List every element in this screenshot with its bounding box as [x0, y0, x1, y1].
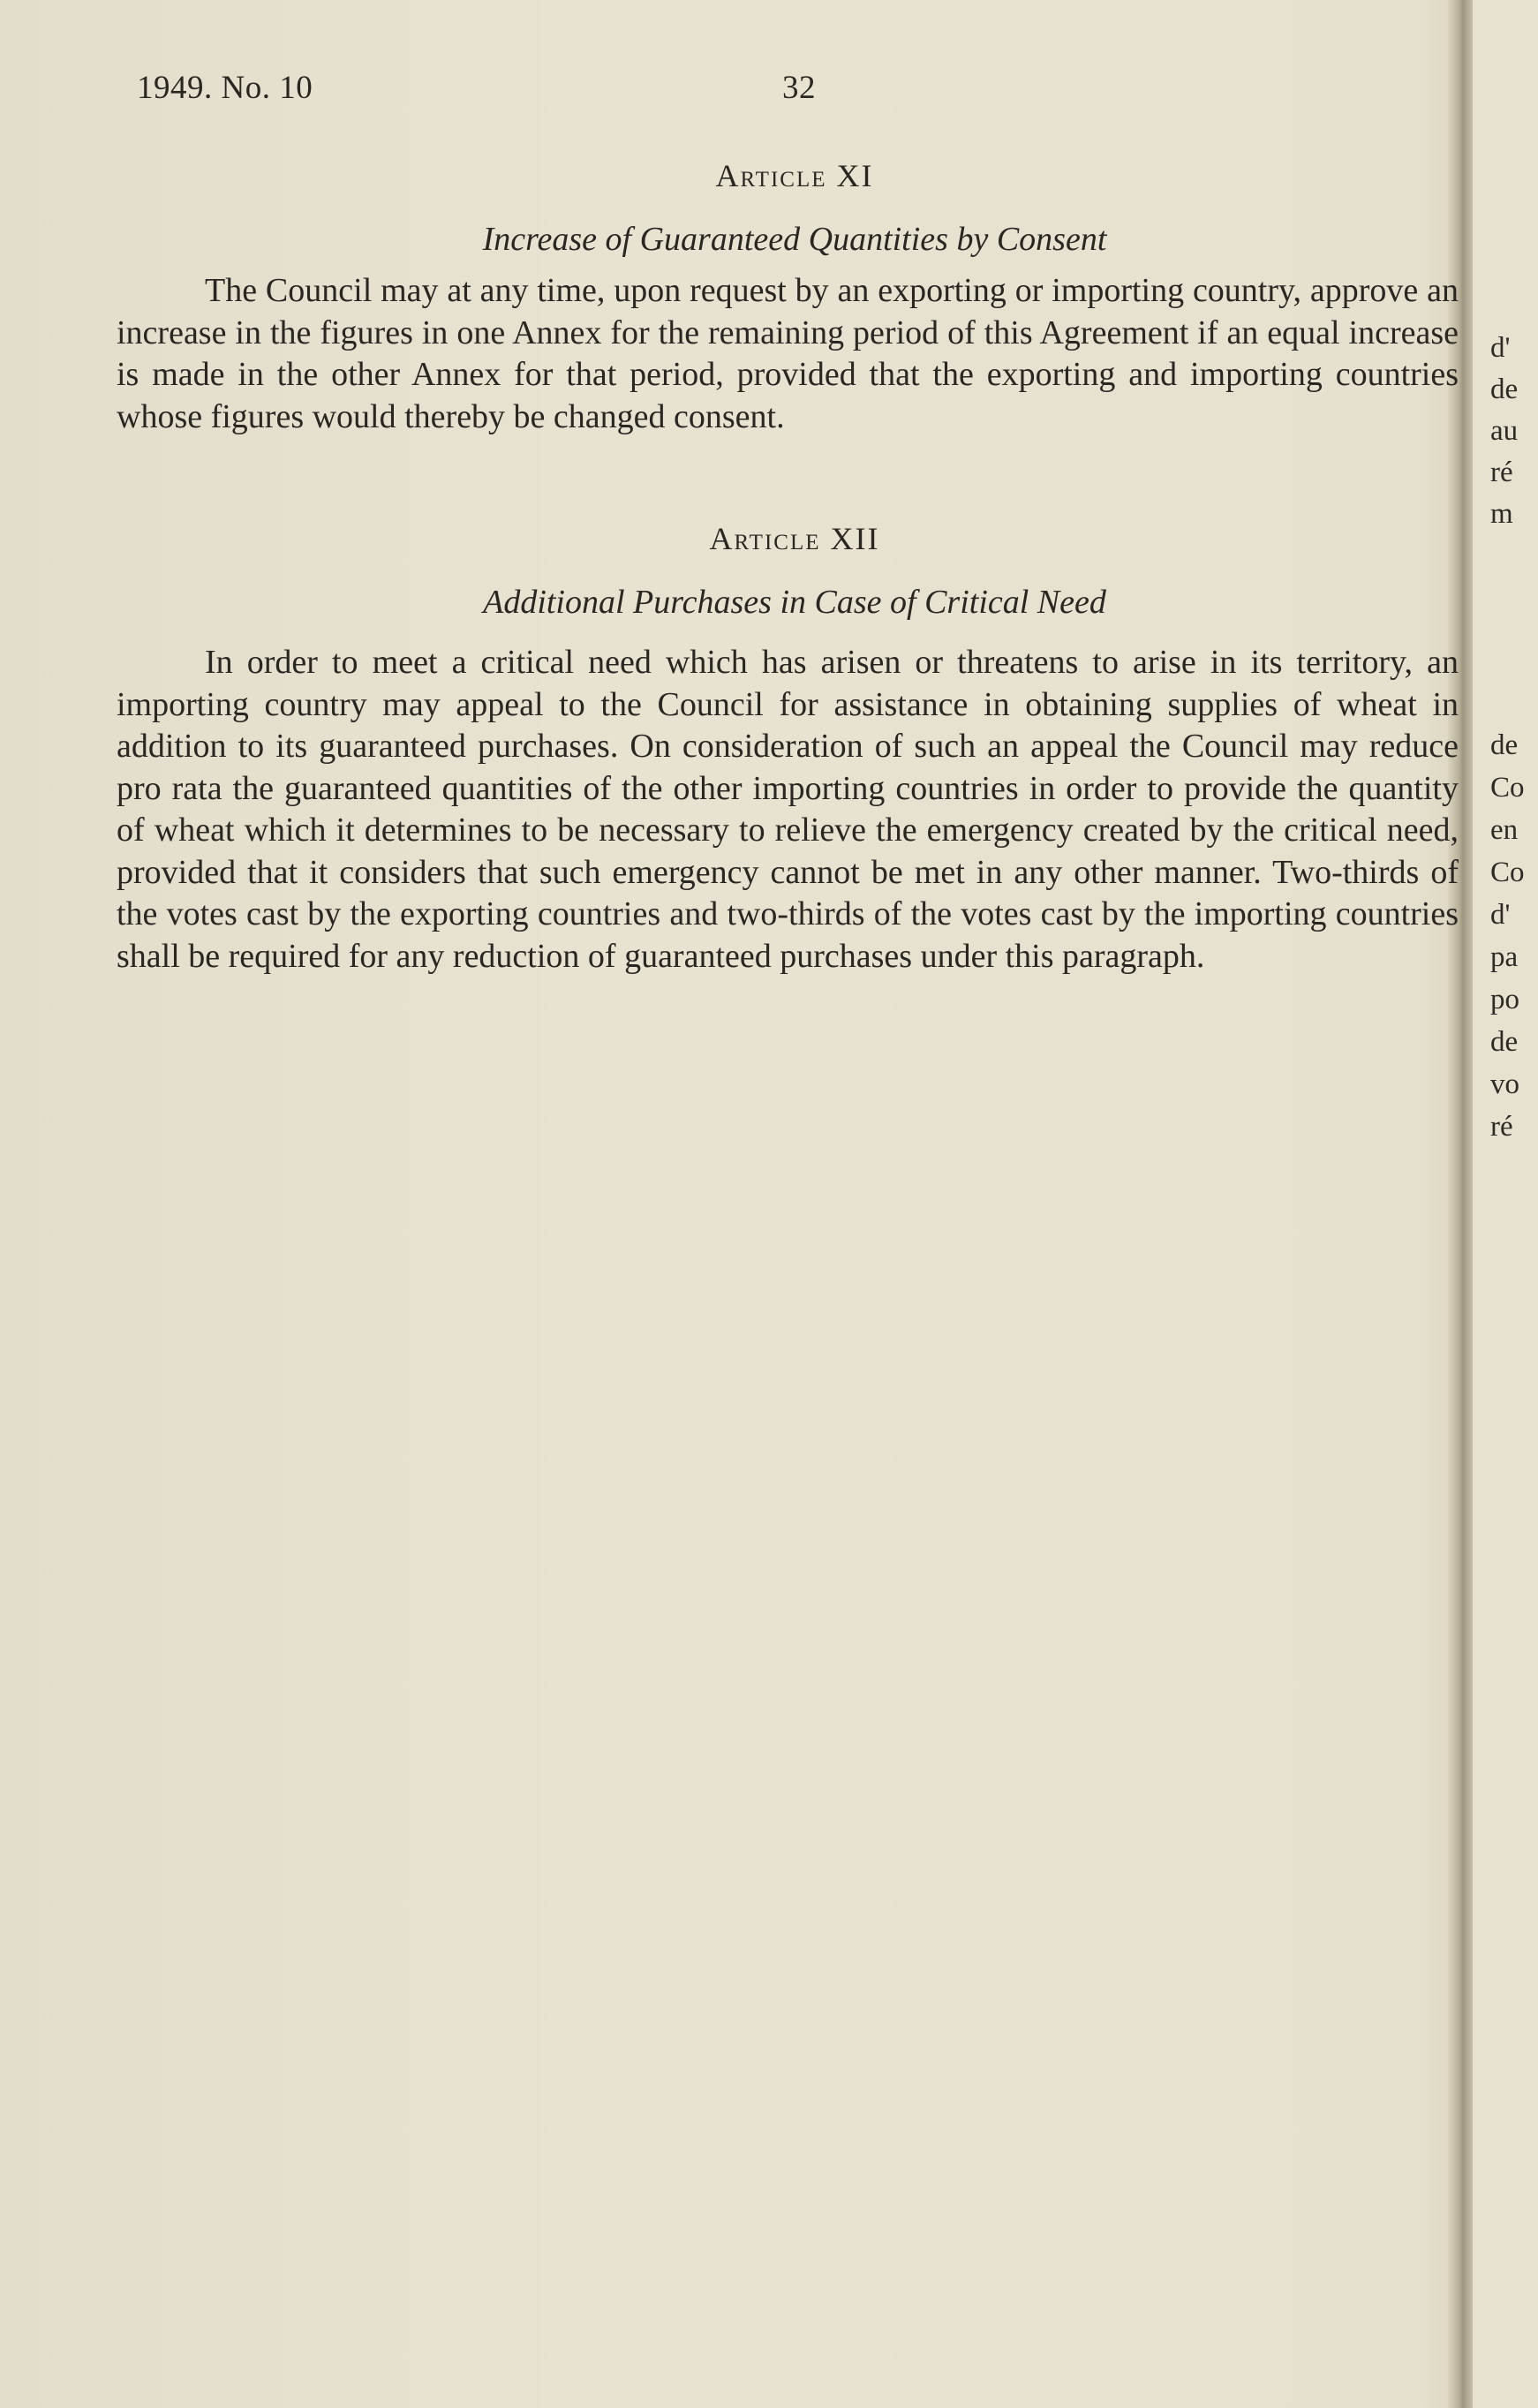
article-xii-title: Article XII: [709, 521, 880, 556]
facing-page-fragment: d': [1490, 332, 1511, 364]
facing-page-fragment: ré: [1490, 457, 1513, 488]
article-xi-paragraph: The Council may at any time, upon request by an exporting or importing country, approve an increase in the figures in one Annex for the remaining period of this Agreement if an equal increase is made in the other Annex for that period, provided that the exporting and importing countries whose figures would thereby be changed consent.: [117, 272, 1459, 435]
facing-page-fragment: Co: [1490, 857, 1525, 888]
running-head-year-number: 1949. No. 10: [137, 70, 313, 106]
article-xii-body: [117, 642, 1459, 978]
facing-page-fragment: vo: [1490, 1068, 1519, 1100]
facing-page-fragment: Co: [1490, 772, 1525, 804]
facing-page-fragment: pa: [1490, 941, 1519, 973]
facing-page-fragment: de: [1490, 1026, 1519, 1058]
article-xii-subtitle: Additional Purchases in Case of Critical Need: [483, 584, 1106, 621]
facing-page-fragment: de: [1490, 374, 1519, 405]
facing-page-fragment: en: [1490, 814, 1519, 846]
article-xi-title: Article XI: [715, 158, 874, 193]
article-xi-subtitle: Increase of Guaranteed Quantities by Consent: [482, 221, 1107, 258]
facing-page-fragment: m: [1490, 498, 1513, 530]
facing-page-fragment: de: [1490, 729, 1519, 761]
facing-page-fragment: d': [1490, 899, 1511, 931]
article-xi-body: [117, 270, 1459, 438]
facing-page-fragment: po: [1490, 984, 1519, 1015]
article-xii-paragraph: In order to meet a critical need which has arisen or threatens to arise in its territory, an importing country may appeal to the Council for assistance in obtaining supplies of wheat in addition to its guaranteed purchases. On consideration of such an appeal the Council may reduce pro rata the guaranteed quantities of the other importing countries in order to provide the quantity of wheat which it determines to be necessary to relieve the emergency created by the critical need, provided that it considers that such emergency cannot be met in any other manner. Two-thirds of the votes cast by the exporting countries and two-thirds of the votes cast by the importing countries shall be required for any reduction of guaranteed purchases under this paragraph.: [117, 644, 1459, 975]
facing-page-fragment: au: [1490, 415, 1519, 447]
page-number: 32: [782, 70, 816, 106]
facing-page-fragment: ré: [1490, 1111, 1513, 1143]
